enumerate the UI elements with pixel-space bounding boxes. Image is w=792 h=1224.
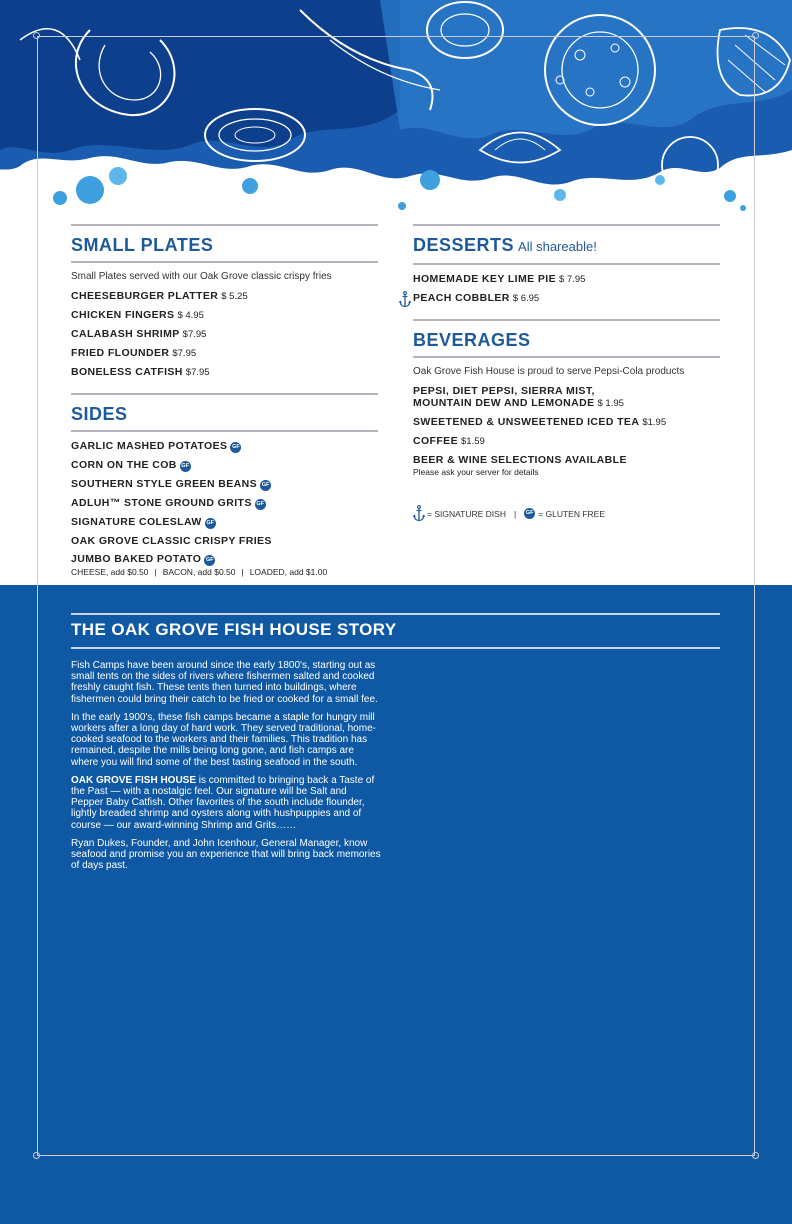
baked-potato-addons: CHEESE, add $0.50 | BACON, add $0.50 | LOADED, add $1.00 — [71, 567, 328, 577]
item-price: $7.95 — [182, 329, 207, 340]
gluten-free-icon: GF — [230, 442, 241, 453]
sides-title: SIDES — [71, 403, 378, 432]
frame-corner-dot — [752, 32, 759, 39]
gluten-free-icon: GF — [260, 480, 271, 491]
gluten-free-icon: GF — [205, 518, 216, 529]
gluten-free-icon: GF — [255, 499, 266, 510]
frame-corner-dot — [33, 32, 40, 39]
menu-item: COFFEE $1.59 — [413, 435, 485, 447]
item-price: $7.95 — [172, 348, 197, 359]
menu-item: HOMEMADE KEY LIME PIE $ 7.95 — [413, 273, 586, 285]
story-paragraph: Fish Camps have been around since the early 1800's, starting out as small tents on the sides of rivers where fishermen salted and cooked freshly caught fish. These tents then turned into buildings, where fishermen could bring their catch to be fried or cooked for a small fee. — [71, 660, 378, 705]
menu-item: PEACH COBBLER $ 6.95 — [399, 292, 720, 305]
gluten-free-icon: GF — [180, 461, 191, 472]
menu-item: ADLUH™ STONE GROUND GRITS GF — [71, 497, 265, 509]
menu-item: CORN ON THE COB GF — [71, 459, 190, 471]
item-price: $ 7.95 — [558, 274, 586, 285]
desserts-title: DESSERTS All shareable! — [413, 234, 720, 265]
legend-signature: = SIGNATURE DISH — [427, 508, 506, 519]
story-paragraph: Ryan Dukes, Founder, and John Icenhour, General Manager, know seafood and promise you an experience that will bring back memories of days past. — [71, 837, 381, 872]
anchor-icon — [413, 505, 425, 522]
item-price: $ 5.25 — [221, 291, 248, 302]
story-paragraph: In the early 1900's, these fish camps became a staple for hungry mill workers after a long day of hard work. They served traditional, home-cooked seafood to the workers and their families. This tradition has remained, despite the mills being long gone, and fish camps are where you will find some of the best tasting seafood in the south. — [71, 711, 376, 768]
sides-section — [71, 393, 378, 577]
story-rule-top — [71, 613, 720, 615]
menu-item: OAK GROVE CLASSIC CRISPY FRIES — [71, 535, 272, 547]
anchor-icon — [399, 291, 411, 308]
menu-item: GARLIC MASHED POTATOES GF — [71, 440, 240, 452]
item-price: $ 4.95 — [177, 310, 204, 321]
small-plates-title: SMALL PLATES — [71, 234, 378, 263]
item-price: $1.59 — [461, 436, 485, 447]
beverages-section — [413, 319, 720, 522]
menu-item: SIGNATURE COLESLAW GF — [71, 516, 214, 528]
legend-gluten-free: = GLUTEN FREE — [538, 508, 606, 519]
item-price: $7.95 — [185, 367, 210, 378]
right-menu-column — [413, 224, 720, 522]
story-rule-bottom — [71, 647, 720, 649]
left-menu-column — [71, 224, 378, 577]
menu-item: CHEESEBURGER PLATTER $ 5.25 — [71, 290, 248, 302]
beverages-intro: Oak Grove Fish House is proud to serve Pepsi-Cola products — [413, 366, 685, 377]
item-price: $ 1.95 — [597, 398, 624, 409]
menu-item: PEPSI, DIET PEPSI, SIERRA MIST, MOUNTAIN DEW AND LEMONADE $ 1.95 — [413, 385, 624, 409]
small-plates-section — [71, 224, 378, 379]
menu-item: JUMBO BAKED POTATO GF — [71, 553, 214, 565]
item-note: Please ask your server for details — [413, 467, 539, 477]
menu-item: BONELESS CATFISH $7.95 — [71, 366, 210, 378]
menu-item: CALABASH SHRIMP $7.95 — [71, 328, 207, 340]
seafood-illustration-header — [0, 0, 792, 215]
brand-name: OAK GROVE FISH HOUSE — [71, 774, 197, 786]
menu-legend: = SIGNATURE DISH | GF = GLUTEN FREE — [413, 505, 720, 522]
story-body — [71, 660, 381, 878]
gluten-free-icon: GF — [524, 508, 535, 519]
menu-item: SOUTHERN STYLE GREEN BEANS GF — [71, 478, 270, 490]
desserts-section — [413, 224, 720, 305]
menu-item: BEER & WINE SELECTIONS AVAILABLE Please ask your server for details — [413, 454, 720, 477]
menu-item: CHICKEN FINGERS $ 4.95 — [71, 309, 204, 321]
gluten-free-icon: GF — [204, 555, 215, 566]
item-price: $1.95 — [642, 417, 667, 428]
frame-corner-dot — [752, 1152, 759, 1159]
item-price: $ 6.95 — [512, 293, 540, 304]
frame-corner-dot — [33, 1152, 40, 1159]
menu-item: FRIED FLOUNDER $7.95 — [71, 347, 197, 359]
story-title: THE OAK GROVE FISH HOUSE STORY — [71, 620, 397, 639]
desserts-subtitle: All shareable! — [518, 239, 597, 254]
menu-item: SWEETENED & UNSWEETENED ICED TEA $1.95 — [413, 416, 667, 428]
story-paragraph: OAK GROVE FISH HOUSE is committed to bringing back a Taste of the Past — with a nostalgic feel. Our signature will be Salt and Pepper Baby Catfish. Other favorites of the south include flounder, lightly breaded shrimp and oysters along with hushpuppies and of course — our award-winning Shrimp and Grits…… — [71, 774, 375, 831]
beverages-title: BEVERAGES — [413, 329, 720, 358]
small-plates-intro: Small Plates served with our Oak Grove classic crispy fries — [71, 271, 332, 282]
